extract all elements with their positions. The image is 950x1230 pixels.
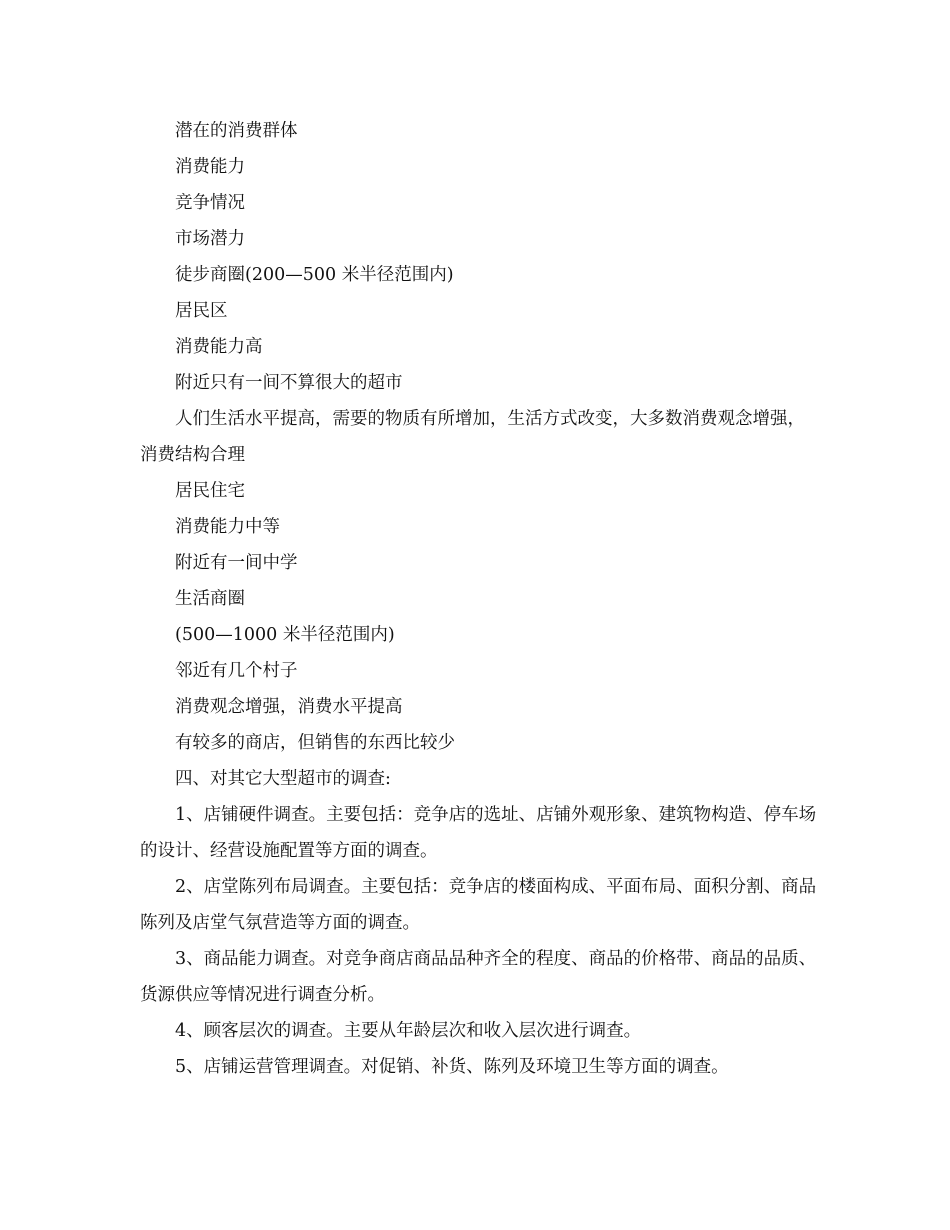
paragraph: 生活商圈 [175, 589, 245, 609]
paragraph: 消费能力高 [175, 337, 263, 357]
paragraph: 有较多的商店，但销售的东西比较少 [175, 733, 455, 753]
paragraph: 居民住宅 [175, 481, 245, 501]
paragraph: 附近只有一间不算很大的超市 [175, 373, 403, 393]
paragraph: 3、商品能力调查。对竞争商店商品品种齐全的程度、商品的价格带、商品的品质、货源供应等情况进行调查分析。 [140, 949, 817, 1005]
paragraph: 居民区 [175, 301, 228, 321]
paragraph: 2、店堂陈列布局调查。主要包括：竞争店的楼面构成、平面布局、面积分割、商品陈列及店堂气氛营造等方面的调查。 [140, 877, 817, 933]
section-heading: 四、对其它大型超市的调查: [175, 769, 391, 789]
paragraph: 人们生活水平提高，需要的物质有所增加，生活方式改变，大多数消费观念增强，消费结构合理 [140, 409, 805, 465]
paragraph: 附近有一间中学 [175, 553, 298, 573]
paragraph: 消费观念增强，消费水平提高 [175, 697, 403, 717]
paragraph: 消费能力中等 [175, 517, 280, 537]
paragraph: 市场潜力 [175, 229, 245, 249]
paragraph: (500—1000 米半径范围内) [175, 625, 395, 645]
paragraph: 1、店铺硬件调查。主要包括：竞争店的选址、店铺外观形象、建筑物构造、停车场的设计、经营设施配置等方面的调查。 [140, 805, 817, 861]
paragraph: 竞争情况 [175, 193, 245, 213]
paragraph: 潜在的消费群体 [175, 121, 298, 141]
paragraph: 徒步商圈(200—500 米半径范围内) [175, 265, 454, 285]
document-body [140, 113, 820, 1085]
paragraph: 5、店铺运营管理调查。对促销、补货、陈列及环境卫生等方面的调查。 [175, 1057, 729, 1077]
paragraph: 消费能力 [175, 157, 245, 177]
paragraph: 4、顾客层次的调查。主要从年龄层次和收入层次进行调查。 [175, 1021, 642, 1041]
paragraph: 邻近有几个村子 [175, 661, 298, 681]
